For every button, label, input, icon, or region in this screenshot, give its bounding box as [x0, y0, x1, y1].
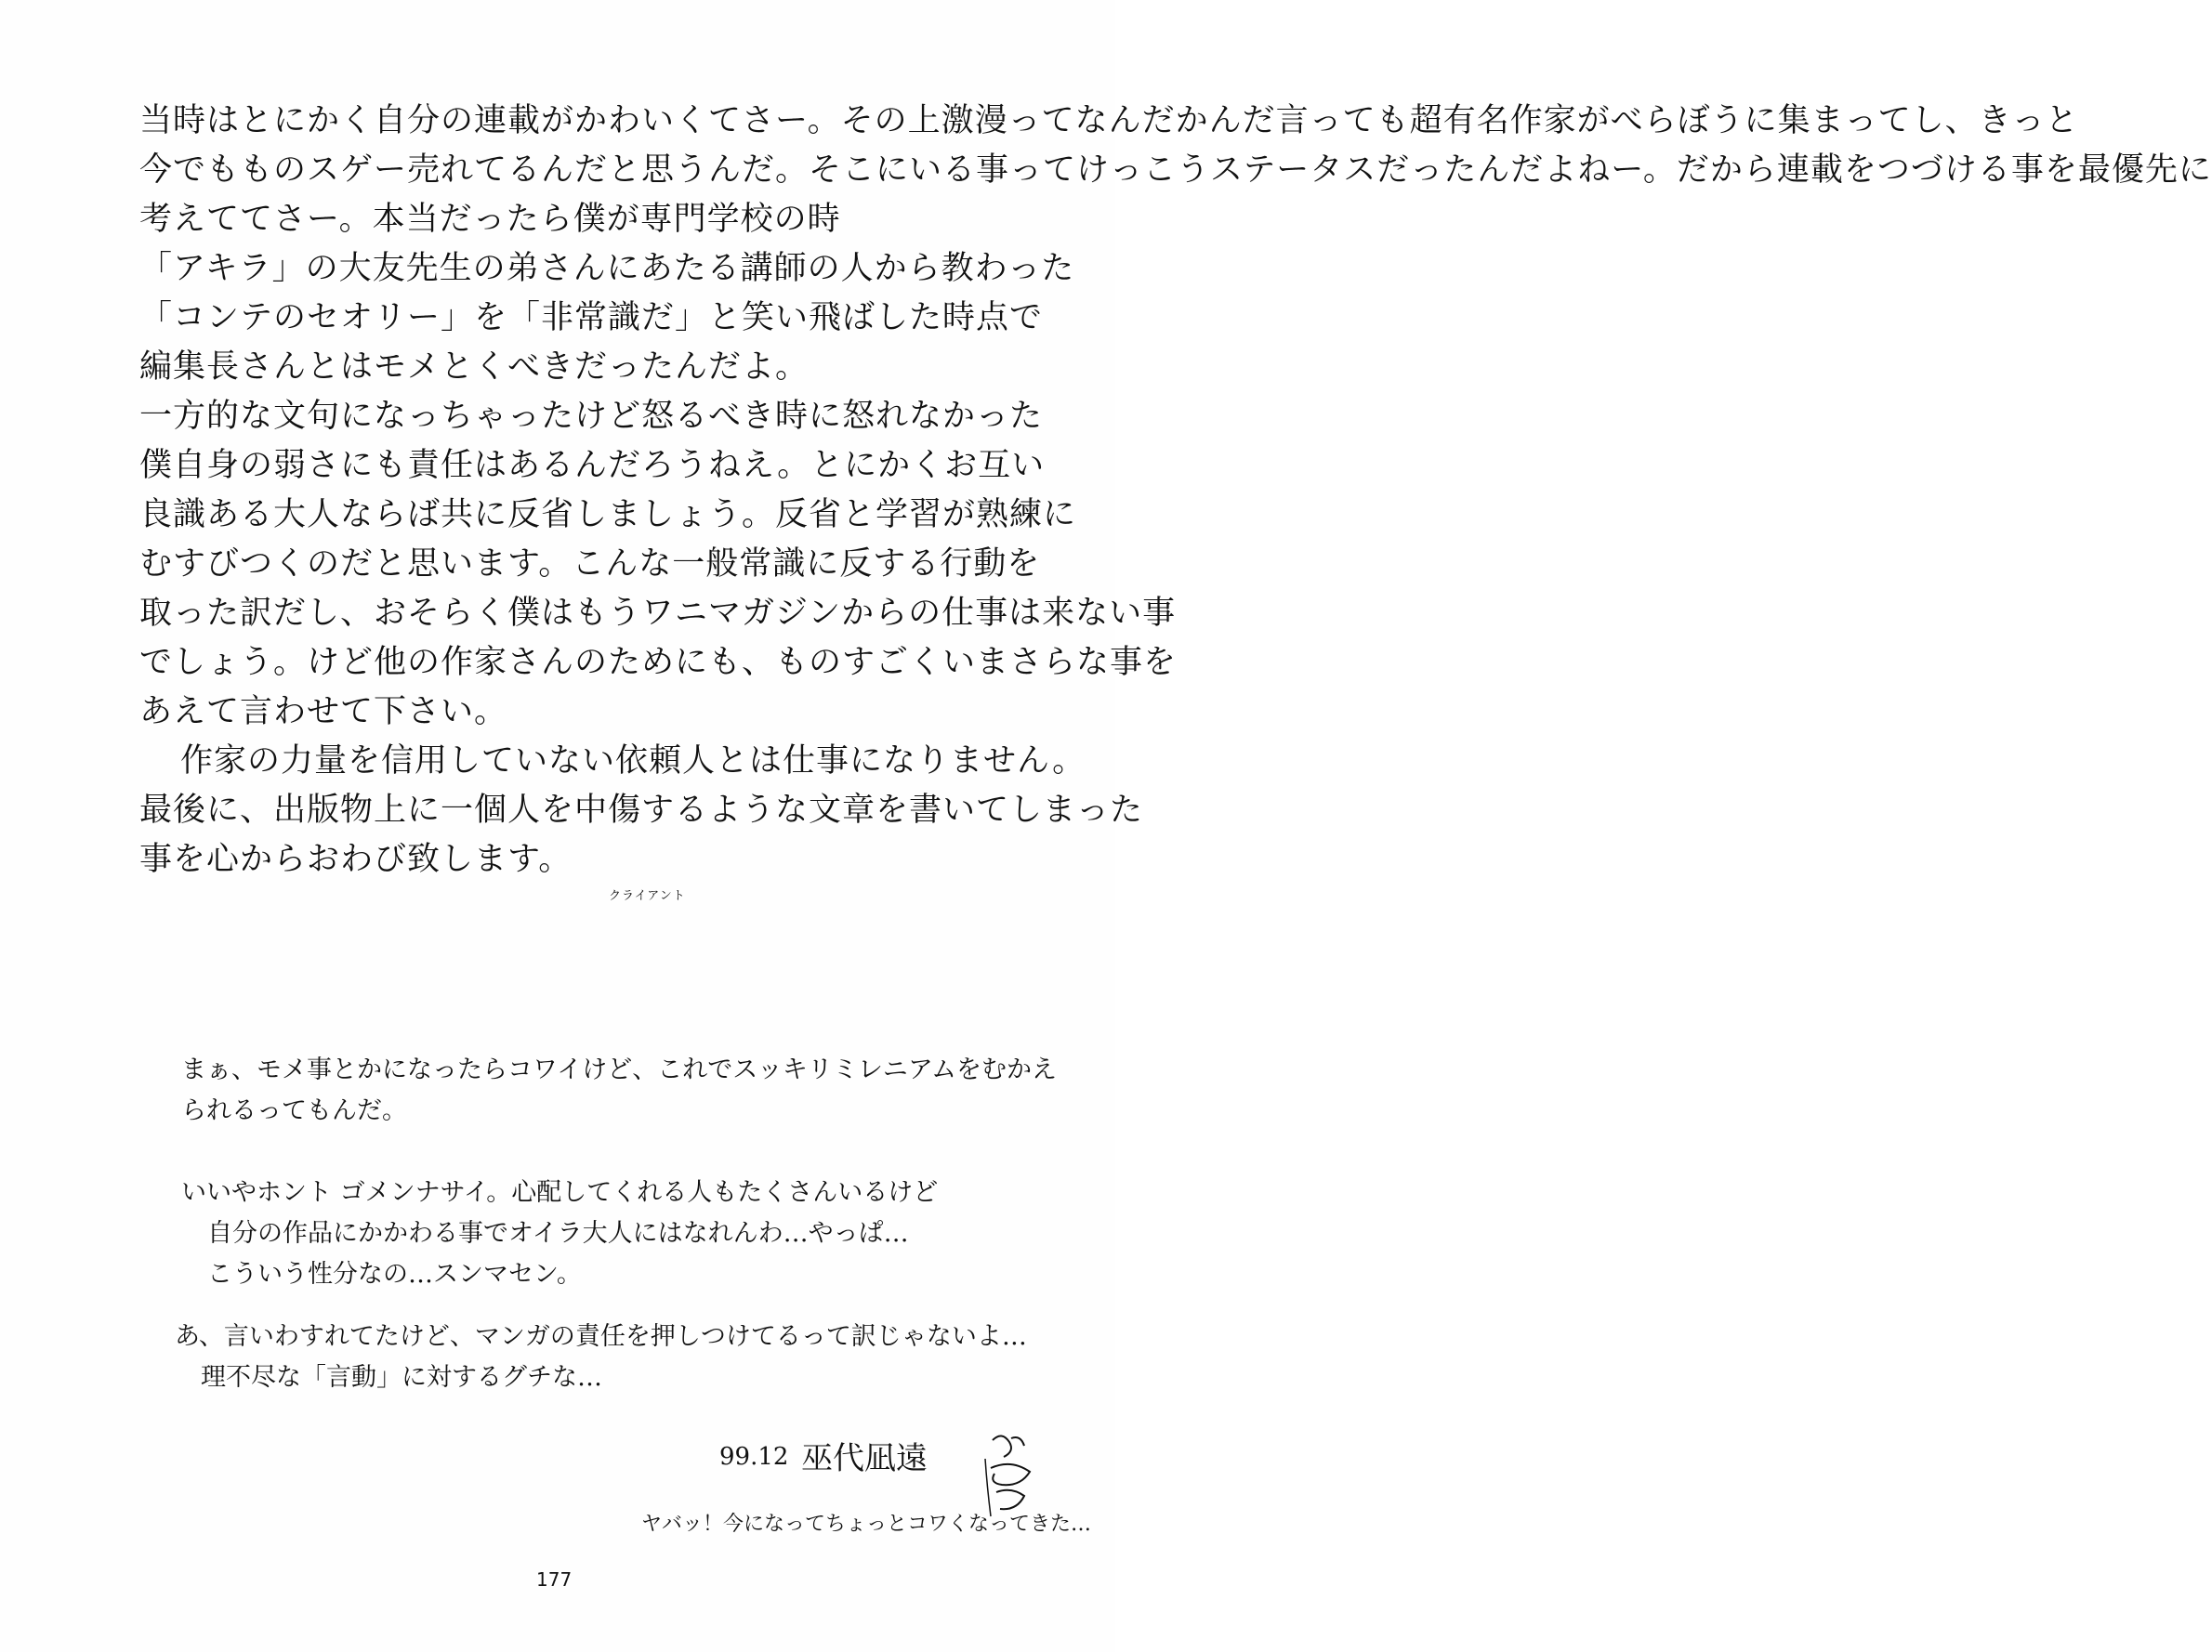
text-line: 良識ある大人ならば共に反省しましょう。反省と学習が熟練に: [139, 496, 1077, 533]
text-line: 一方的な文句になっちゃったけど怒るべき時に怒れなかった: [139, 398, 1044, 435]
text-line: 「アキラ」の大友先生の弟さんにあたる講師の人から教わった: [139, 250, 1075, 287]
text-line: むすびつくのだと思います。こんな一般常識に反する行動を: [139, 545, 1041, 583]
text-line: 事を心からおわび致します。: [139, 841, 573, 878]
postscript-note: ヤバッ！今になってちょっとコワくなってきた…: [641, 1513, 1092, 1536]
text-line: でしょう。けど他の作家さんのためにも、ものすごくいまさらな事を: [139, 644, 1178, 681]
author-signature: 巫代凪遠: [801, 1440, 928, 1477]
note-line: 自分の作品にかかわる事でオイラ大人にはなれんわ…やっぱ…: [207, 1219, 909, 1248]
signature-scribble-icon: [983, 1431, 1039, 1524]
text-line: 当時はとにかく自分の連載がかわいくてさー。その上激漫ってなんだかんだ言っても超有名作家がべらぼうに集まってし、きっと: [139, 102, 2079, 139]
note-line: まぁ、モメ事とかになったらコワイけど、これでスッキリミレニアムをむかえ: [181, 1055, 1058, 1084]
text-line: 作家の力量を信用していない依頼人とは仕事になりません。: [180, 742, 1086, 780]
note-block-apology: [181, 1173, 1018, 1295]
ruby-annotation: クライアント: [609, 889, 686, 903]
date-label: 99.12: [719, 1443, 789, 1471]
main-text-block: [139, 97, 2212, 885]
text-line: 編集長さんとはモメとくべきだったんだよ。: [139, 348, 810, 386]
note-block-afterthought: [175, 1317, 1027, 1398]
note-line: こういう性分なの…スンマセン。: [207, 1260, 582, 1289]
text-line: 僕自身の弱さにも責任はあるんだろうねえ。とにかくお互い: [139, 447, 1046, 484]
text-line: 最後に、出版物上に一個人を中傷するような文章を書いてしまった: [139, 792, 1144, 829]
text-line: 考えててさー。本当だったら僕が専門学校の時: [139, 201, 841, 238]
text-line: 今でもものスゲー売れてるんだと思うんだ。そこにいる事ってけっこうステータスだったんだよねー。だから連載をつづける事を最優先に: [139, 151, 2212, 189]
text-line: 取った訳だし、おそらく僕はもうワニマガジンからの仕事は来ない事: [139, 595, 1177, 632]
note-line: いいやホント ゴメンナサイ。心配してくれる人もたくさんいるけど: [181, 1178, 939, 1207]
text-line: あえて言わせて下さい。: [139, 693, 508, 730]
note-line: 理不尽な「言動」に対するグチな…: [201, 1363, 602, 1392]
text-line: 「コンテのセオリー」を「非常識だ」と笑い飛ばした時点で: [139, 299, 1044, 336]
note-block-millennium: [181, 1050, 1058, 1132]
page-number: 177: [536, 1568, 573, 1591]
note-line: あ、言いわすれてたけど、マンガの責任を押しつけてるって訳じゃないよ…: [175, 1322, 1027, 1351]
note-line: られるってもんだ。: [181, 1096, 407, 1125]
